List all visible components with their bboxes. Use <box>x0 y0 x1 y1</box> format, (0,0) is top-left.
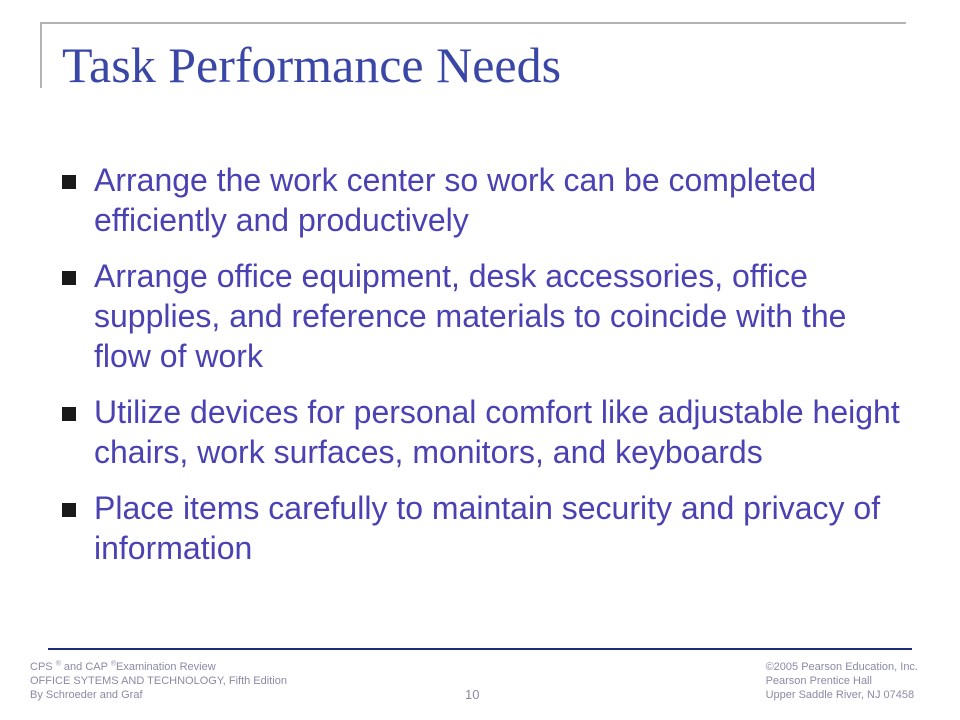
bullet-item <box>62 488 902 568</box>
footer-publisher-info <box>766 660 918 702</box>
square-bullet-icon <box>62 271 76 285</box>
footer-book-line-1: CPS ® and CAP ®Examination Review <box>30 660 216 673</box>
footer-book-line-2: OFFICE SYTEMS AND TECHNOLOGY, Fifth Edition <box>30 675 287 687</box>
slide-title: Task Performance Needs <box>62 37 562 93</box>
square-bullet-icon <box>62 175 76 189</box>
footer-divider <box>48 648 912 650</box>
bullet-item <box>62 392 902 472</box>
footer-publisher-line-1: ©2005 Pearson Education, Inc. <box>765 661 918 673</box>
footer-book-info <box>30 660 287 702</box>
footer-publisher-line-2: Pearson Prentice Hall <box>765 675 872 687</box>
footer-book-line-3: By Schroeder and Graf <box>30 689 143 701</box>
bullet-item <box>62 160 902 240</box>
square-bullet-icon <box>62 407 76 421</box>
bullet-item <box>62 256 902 376</box>
title-frame-top-line <box>40 22 906 24</box>
square-bullet-icon <box>62 503 76 517</box>
bullet-text: Arrange office equipment, desk accessories, office supplies, and reference materials to coincide with the flow of work <box>94 258 847 374</box>
bullet-list <box>62 160 902 584</box>
footer-publisher-line-3: Upper Saddle River, NJ 07458 <box>765 689 915 701</box>
bullet-text: Arrange the work center so work can be completed efficiently and productively <box>94 162 817 238</box>
page-number: 10 <box>465 687 480 702</box>
bullet-text: Utilize devices for personal comfort like adjustable height chairs, work surfaces, monitors, and keyboards <box>94 394 900 470</box>
bullet-text: Place items carefully to maintain security and privacy of information <box>94 490 881 566</box>
title-frame-left-line <box>40 22 42 88</box>
